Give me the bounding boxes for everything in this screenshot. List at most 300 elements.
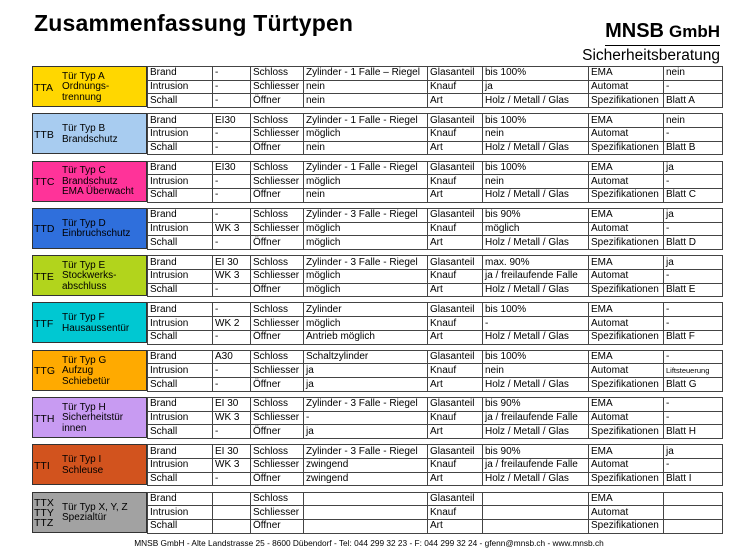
attribute-label: Spezifikationen [589, 472, 664, 486]
attribute-table-row [148, 378, 723, 392]
door-type-code-line: TTA [34, 81, 54, 94]
attribute-value: ja [483, 80, 589, 94]
attribute-value [483, 520, 589, 534]
door-type-code [34, 162, 59, 203]
attribute-label: Spezifikationen [589, 236, 664, 250]
attribute-label: Brand [148, 350, 213, 364]
attribute-label: Öffner [251, 520, 304, 534]
door-type-description-line: Sicherheitstür [62, 412, 124, 424]
attribute-value: - [664, 459, 723, 473]
attribute-label: Schliesser [251, 411, 304, 425]
attribute-label: Schloss [251, 256, 304, 270]
attribute-table-row [148, 222, 723, 236]
attribute-value [483, 492, 589, 506]
attribute-label: Intrusion [148, 175, 213, 189]
attribute-value: möglich [304, 222, 428, 236]
attribute-value: möglich [304, 236, 428, 250]
attribute-value: nein [304, 80, 428, 94]
attribute-value [304, 520, 428, 534]
attribute-label: Automat [589, 317, 664, 331]
door-type-code-line: TTI [34, 459, 50, 472]
attribute-label: Schall [148, 141, 213, 155]
attribute-label: Intrusion [148, 411, 213, 425]
attribute-table-row [148, 425, 723, 439]
attribute-value: zwingend [304, 472, 428, 486]
attribute-label: Schall [148, 378, 213, 392]
attribute-label: Art [428, 283, 483, 297]
attribute-value: möglich [304, 175, 428, 189]
attribute-label: Schall [148, 94, 213, 108]
company-block [582, 20, 720, 65]
door-type-description-line: innen [62, 422, 87, 434]
attribute-value: bis 100% [483, 303, 589, 317]
attribute-value: Holz / Metall / Glas [483, 425, 589, 439]
attribute-label: Art [428, 236, 483, 250]
door-type-code-line: TTC [34, 176, 55, 189]
door-type-description-line: Brandschutz [62, 133, 118, 145]
attribute-table-row [148, 411, 723, 425]
door-type-color-block [32, 444, 147, 485]
attribute-value: ja [664, 161, 723, 175]
attribute-value: - [664, 80, 723, 94]
door-type-description-line: Tür Typ I [62, 454, 102, 466]
attribute-label: Art [428, 520, 483, 534]
attribute-value: - [213, 141, 251, 155]
attribute-value: Zylinder - 3 Falle - Riegel [304, 445, 428, 459]
attribute-value: Holz / Metall / Glas [483, 236, 589, 250]
attribute-table-row [148, 445, 723, 459]
attribute-value [664, 506, 723, 520]
attribute-value: möglich [483, 222, 589, 236]
attribute-label: Intrusion [148, 364, 213, 378]
attribute-value: - [213, 94, 251, 108]
attribute-value: - [213, 208, 251, 222]
door-type-description-line: Stockwerks- [62, 270, 117, 282]
attribute-value: Holz / Metall / Glas [483, 378, 589, 392]
attribute-label: Automat [589, 127, 664, 141]
attribute-label: Schliesser [251, 459, 304, 473]
attribute-value: Holz / Metall / Glas [483, 330, 589, 344]
attribute-table-row [148, 256, 723, 270]
attribute-value: WK 3 [213, 269, 251, 283]
attribute-label: Schall [148, 283, 213, 297]
attribute-value: möglich [304, 269, 428, 283]
door-type-description-line: Hausaussentür [62, 322, 130, 334]
attribute-label: Glasanteil [428, 114, 483, 128]
attribute-label: Glasanteil [428, 208, 483, 222]
attribute-label: Glasanteil [428, 398, 483, 412]
door-type-description-line: Einbruchschutz [62, 228, 131, 240]
attribute-table-row [148, 188, 723, 202]
attribute-label: Schloss [251, 492, 304, 506]
attribute-value: Zylinder - 3 Falle - Riegel [304, 398, 428, 412]
attribute-label: Öffner [251, 472, 304, 486]
door-type-description [62, 162, 146, 203]
attribute-value: Blatt D [664, 236, 723, 250]
door-type-color-block [32, 302, 147, 343]
attribute-value: - [664, 303, 723, 317]
attribute-label: Spezifikationen [589, 283, 664, 297]
attribute-value: Holz / Metall / Glas [483, 141, 589, 155]
attribute-value: Holz / Metall / Glas [483, 472, 589, 486]
attribute-value: nein [304, 141, 428, 155]
attribute-label: Glasanteil [428, 492, 483, 506]
door-type-description-line: Tür Typ A [62, 70, 105, 82]
attribute-label: Art [428, 330, 483, 344]
attribute-label: EMA [589, 67, 664, 81]
door-type-code-line: TTB [34, 128, 54, 141]
attribute-value: nein [664, 114, 723, 128]
attribute-label: Spezifikationen [589, 141, 664, 155]
attribute-value [213, 492, 251, 506]
attribute-table-row [148, 80, 723, 94]
attribute-table-row [148, 492, 723, 506]
attribute-value: Zylinder - 3 Falle - Riegel [304, 208, 428, 222]
attribute-value: - [213, 425, 251, 439]
attribute-value: - [664, 317, 723, 331]
attribute-label: Brand [148, 398, 213, 412]
door-type-description-line: Tür Typ F [62, 312, 105, 324]
attribute-table-row [148, 208, 723, 222]
attribute-value: Blatt C [664, 188, 723, 202]
attribute-value: Blatt E [664, 283, 723, 297]
attribute-value: Blatt A [664, 94, 723, 108]
attribute-value: EI30 [213, 114, 251, 128]
attribute-table-row [148, 472, 723, 486]
attribute-value: nein [304, 94, 428, 108]
attribute-label: Schliesser [251, 80, 304, 94]
attribute-value: bis 100% [483, 67, 589, 81]
attribute-value [483, 506, 589, 520]
attribute-value: ja [304, 364, 428, 378]
door-type-attribute-table [147, 255, 723, 297]
door-type-attribute-table [147, 161, 723, 203]
attribute-value: nein [483, 175, 589, 189]
attribute-label: Intrusion [148, 127, 213, 141]
attribute-label: EMA [589, 303, 664, 317]
attribute-label: Schliesser [251, 269, 304, 283]
door-type-code [34, 303, 59, 344]
attribute-value: - [213, 472, 251, 486]
door-type-color-block [32, 350, 147, 391]
attribute-label: Glasanteil [428, 161, 483, 175]
door-type-description-line: abschluss [62, 280, 107, 292]
attribute-label: Knauf [428, 127, 483, 141]
attribute-table-row [148, 94, 723, 108]
attribute-value: max. 90% [483, 256, 589, 270]
door-type-description-line: Tür Typ D [62, 217, 106, 229]
attribute-value: bis 90% [483, 398, 589, 412]
attribute-table-row [148, 317, 723, 331]
attribute-label: Intrusion [148, 506, 213, 520]
attribute-label: Automat [589, 269, 664, 283]
attribute-value [664, 520, 723, 534]
attribute-label: Automat [589, 411, 664, 425]
attribute-value: nein [483, 364, 589, 378]
attribute-table-row [148, 398, 723, 412]
attribute-label: Öffner [251, 283, 304, 297]
attribute-label: Brand [148, 114, 213, 128]
attribute-label: Brand [148, 208, 213, 222]
door-type-description-line: Tür Typ H [62, 401, 106, 413]
attribute-label: Schloss [251, 445, 304, 459]
attribute-label: Knauf [428, 506, 483, 520]
attribute-label: EMA [589, 492, 664, 506]
door-type-code-line: TTF [34, 317, 54, 330]
door-type-description-line: Tür Typ G [62, 354, 107, 366]
door-type-code-line: TTD [34, 223, 55, 236]
attribute-value: Zylinder - 1 Falle - Riegel [304, 161, 428, 175]
door-type-description [62, 67, 146, 108]
attribute-label: EMA [589, 350, 664, 364]
attribute-label: Intrusion [148, 317, 213, 331]
attribute-label: Automat [589, 175, 664, 189]
door-type-description-line: Schiebetür [62, 375, 110, 387]
attribute-label: Brand [148, 256, 213, 270]
attribute-label: EMA [589, 114, 664, 128]
attribute-value: Holz / Metall / Glas [483, 94, 589, 108]
attribute-value: EI 30 [213, 398, 251, 412]
attribute-value: Holz / Metall / Glas [483, 188, 589, 202]
company-name-text: MNSB [605, 20, 664, 42]
attribute-table-row [148, 175, 723, 189]
attribute-value: bis 100% [483, 161, 589, 175]
attribute-value: - [213, 283, 251, 297]
attribute-value: - [664, 411, 723, 425]
attribute-label: Knauf [428, 269, 483, 283]
door-type-code [34, 209, 59, 250]
door-type-description [62, 256, 146, 297]
attribute-value: ja [664, 208, 723, 222]
attribute-value: - [664, 350, 723, 364]
attribute-label: Automat [589, 506, 664, 520]
attribute-table-row [148, 141, 723, 155]
attribute-table-row [148, 283, 723, 297]
attribute-label: Knauf [428, 364, 483, 378]
attribute-value: ja / freilaufende Falle [483, 269, 589, 283]
door-type-color-block [32, 255, 147, 296]
attribute-label: Automat [589, 222, 664, 236]
attribute-label: Brand [148, 161, 213, 175]
attribute-value: - [664, 127, 723, 141]
attribute-label: EMA [589, 161, 664, 175]
door-type-attribute-table [147, 492, 723, 534]
attribute-label: Schliesser [251, 222, 304, 236]
attribute-table-row [148, 364, 723, 378]
door-type-description-line: Schleuse [62, 464, 104, 476]
attribute-label: Schall [148, 330, 213, 344]
attribute-value: - [664, 269, 723, 283]
attribute-value: Blatt G [664, 378, 723, 392]
attribute-value: Blatt F [664, 330, 723, 344]
attribute-label: Schliesser [251, 175, 304, 189]
attribute-table-row [148, 114, 723, 128]
attribute-value: ja / freilaufende Falle [483, 411, 589, 425]
attribute-value: - [483, 317, 589, 331]
attribute-label: Art [428, 188, 483, 202]
attribute-label: Schliesser [251, 127, 304, 141]
attribute-label: Öffner [251, 330, 304, 344]
door-type-description [62, 351, 146, 392]
attribute-value [304, 506, 428, 520]
attribute-table-row [148, 236, 723, 250]
attribute-label: Schall [148, 425, 213, 439]
attribute-value: ja [664, 445, 723, 459]
attribute-value: Blatt B [664, 141, 723, 155]
attribute-value: bis 90% [483, 445, 589, 459]
attribute-value: zwingend [304, 459, 428, 473]
attribute-value: nein [664, 67, 723, 81]
attribute-table-row [148, 459, 723, 473]
attribute-label: Intrusion [148, 80, 213, 94]
attribute-label: Automat [589, 80, 664, 94]
attribute-value: Zylinder - 1 Falle – Riegel [304, 67, 428, 81]
attribute-value [213, 520, 251, 534]
attribute-label: Knauf [428, 317, 483, 331]
attribute-table-row [148, 67, 723, 81]
attribute-value: ja [304, 425, 428, 439]
attribute-label: EMA [589, 256, 664, 270]
attribute-label: Schloss [251, 208, 304, 222]
attribute-label: Glasanteil [428, 67, 483, 81]
door-type-description-line: Tür Typ B [62, 123, 106, 135]
attribute-value [213, 506, 251, 520]
attribute-value: EI30 [213, 161, 251, 175]
door-type-color-block [32, 113, 147, 154]
attribute-label: Spezifikationen [589, 378, 664, 392]
door-type-description [62, 303, 146, 344]
door-type-code-line: TTY [34, 507, 54, 520]
attribute-label: Spezifikationen [589, 94, 664, 108]
door-type-code [34, 351, 59, 392]
attribute-label: Art [428, 425, 483, 439]
attribute-value: - [213, 80, 251, 94]
attribute-value: - [664, 175, 723, 189]
attribute-value: Blatt I [664, 472, 723, 486]
door-type-code-line: TTE [34, 270, 54, 283]
door-type-description-line: Ordnungs- [62, 81, 110, 93]
attribute-value: A30 [213, 350, 251, 364]
attribute-label: Art [428, 141, 483, 155]
attribute-label: Brand [148, 303, 213, 317]
door-type-attribute-table [147, 397, 723, 439]
attribute-value: WK 2 [213, 317, 251, 331]
attribute-label: Art [428, 94, 483, 108]
attribute-value: ja [304, 378, 428, 392]
attribute-value: - [213, 378, 251, 392]
attribute-label: Schliesser [251, 506, 304, 520]
attribute-label: Schall [148, 188, 213, 202]
attribute-label: Brand [148, 492, 213, 506]
attribute-label: EMA [589, 445, 664, 459]
attribute-label: Schloss [251, 114, 304, 128]
attribute-value: Zylinder [304, 303, 428, 317]
attribute-label: Öffner [251, 236, 304, 250]
attribute-value: - [664, 398, 723, 412]
attribute-label: Knauf [428, 80, 483, 94]
attribute-label: Intrusion [148, 269, 213, 283]
attribute-value: - [213, 175, 251, 189]
attribute-value [304, 492, 428, 506]
attribute-label: Öffner [251, 94, 304, 108]
door-type-description-line: Aufzug [62, 365, 94, 377]
company-suffix: GmbH [669, 22, 720, 41]
attribute-value: nein [483, 127, 589, 141]
attribute-label: Öffner [251, 425, 304, 439]
door-type-description [62, 493, 146, 534]
door-type-code [34, 398, 59, 439]
attribute-label: Spezifikationen [589, 520, 664, 534]
attribute-label: Öffner [251, 378, 304, 392]
attribute-value: - [213, 303, 251, 317]
door-type-code-line: TTX [34, 497, 54, 510]
door-type-color-block [32, 66, 147, 107]
door-type-description-line: trennung [62, 91, 102, 103]
attribute-label: Art [428, 378, 483, 392]
door-type-attribute-table [147, 302, 723, 344]
door-type-description [62, 445, 146, 486]
attribute-label: Automat [589, 364, 664, 378]
attribute-label: Schloss [251, 350, 304, 364]
attribute-label: Spezifikationen [589, 425, 664, 439]
attribute-label: Glasanteil [428, 256, 483, 270]
attribute-label: Spezifikationen [589, 330, 664, 344]
door-type-description-line: Tür Typ X, Y, Z [62, 501, 128, 513]
door-type-description-line: Tür Typ E [62, 259, 106, 271]
door-type-code [34, 114, 59, 155]
door-type-attribute-table [147, 444, 723, 486]
door-type-code-line: TTG [34, 365, 55, 378]
attribute-table-row [148, 303, 723, 317]
attribute-label: Automat [589, 459, 664, 473]
attribute-label: Intrusion [148, 222, 213, 236]
attribute-value: - [664, 222, 723, 236]
attribute-value: ja / freilaufende Falle [483, 459, 589, 473]
door-type-color-block [32, 492, 147, 533]
attribute-value: EI 30 [213, 256, 251, 270]
attribute-value [664, 492, 723, 506]
attribute-value: bis 100% [483, 114, 589, 128]
attribute-value: Schaltzylinder [304, 350, 428, 364]
attribute-value: - [213, 188, 251, 202]
attribute-label: Glasanteil [428, 445, 483, 459]
attribute-label: Schloss [251, 303, 304, 317]
attribute-value: nein [304, 188, 428, 202]
door-type-description-line: Brandschutz [62, 175, 118, 187]
attribute-value: möglich [304, 317, 428, 331]
attribute-label: Öffner [251, 188, 304, 202]
attribute-value: möglich [304, 127, 428, 141]
attribute-value: WK 3 [213, 222, 251, 236]
door-type-code-line: TTZ [34, 517, 54, 530]
attribute-label: EMA [589, 398, 664, 412]
door-type-code-line: TTH [34, 412, 55, 425]
door-type-code [34, 256, 59, 297]
door-type-color-block [32, 161, 147, 202]
attribute-value: Blatt H [664, 425, 723, 439]
door-type-attribute-table [147, 208, 723, 250]
company-subtitle: Sicherheitsberatung [582, 47, 720, 64]
attribute-value: ja [664, 256, 723, 270]
door-type-color-block [32, 397, 147, 438]
attribute-label: Brand [148, 67, 213, 81]
attribute-value: - [213, 364, 251, 378]
attribute-value: Liftsteuerung [664, 364, 723, 378]
attribute-table-row [148, 269, 723, 283]
attribute-table-row [148, 350, 723, 364]
door-type-description [62, 209, 146, 250]
attribute-value: - [213, 236, 251, 250]
